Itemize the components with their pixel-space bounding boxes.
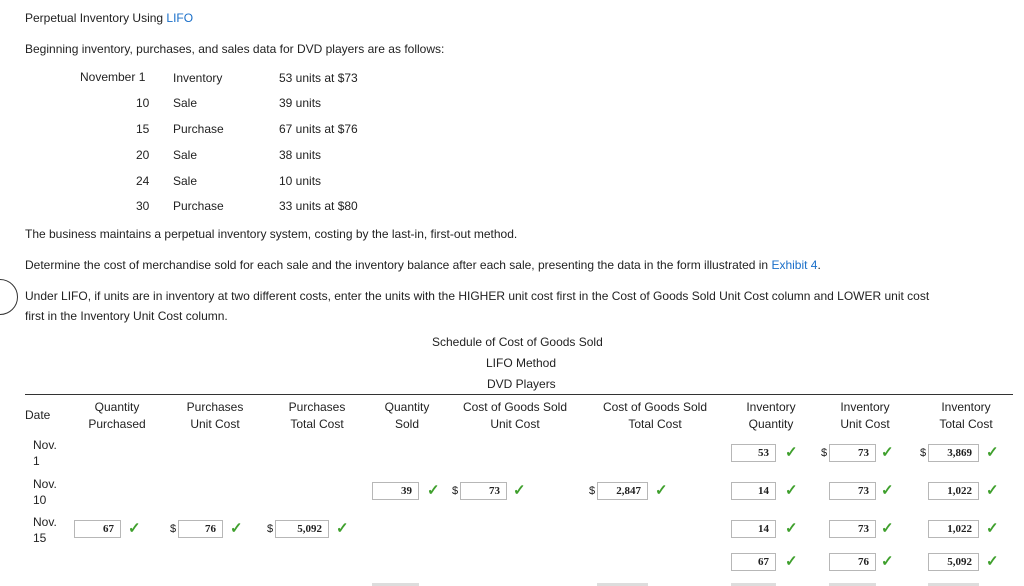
col-inv-qty bbox=[731, 399, 811, 433]
header-line: Inventory bbox=[941, 400, 991, 414]
lifo-link[interactable]: LIFO bbox=[166, 11, 194, 25]
schedule-method: LIFO Method bbox=[486, 356, 557, 370]
system-text: The business maintains a perpetual inventory system, costing by the last-in, first-out method. bbox=[25, 227, 518, 241]
col-inv-total bbox=[926, 399, 1006, 433]
check-icon: ✓ bbox=[128, 520, 141, 537]
header-line: Cost of Goods Sold bbox=[462, 400, 568, 414]
inventory-unit-cost-input[interactable]: 73 bbox=[829, 482, 876, 500]
schedule-title: Schedule of Cost of Goods Sold bbox=[432, 335, 603, 349]
check-icon: ✓ bbox=[881, 444, 894, 461]
header-line: Unit Cost bbox=[490, 417, 540, 431]
quantity-sold-input[interactable]: 39 bbox=[372, 482, 419, 500]
check-icon: ✓ bbox=[785, 553, 798, 570]
check-icon: ✓ bbox=[513, 482, 526, 499]
event-detail: 67 units at $76 bbox=[279, 122, 358, 136]
event-type: Sale bbox=[173, 148, 198, 162]
cogs-total-cost-input[interactable]: 2,847 bbox=[597, 482, 648, 500]
check-icon: ✓ bbox=[785, 520, 798, 537]
dollar-sign: $ bbox=[452, 485, 459, 497]
check-icon: ✓ bbox=[655, 482, 668, 499]
intro-text: Beginning inventory, purchases, and sales data for DVD players are as follows: bbox=[25, 42, 445, 56]
date-month: Nov. bbox=[33, 515, 57, 529]
event-type: Sale bbox=[173, 96, 198, 110]
determine-text bbox=[25, 258, 821, 272]
event-detail: 33 units at $80 bbox=[279, 199, 358, 213]
event-detail: 39 units bbox=[279, 96, 322, 110]
date-day: 15 bbox=[33, 531, 47, 545]
determine-end: . bbox=[817, 258, 821, 272]
header-line: Total Cost bbox=[939, 417, 993, 431]
col-purch-unit bbox=[170, 399, 260, 433]
header-line: Quantity bbox=[94, 400, 140, 414]
inventory-total-cost-input[interactable]: 1,022 bbox=[928, 520, 979, 538]
event-date: November 1 bbox=[80, 70, 146, 84]
header-line: Total Cost bbox=[628, 417, 682, 431]
event-date: 10 bbox=[136, 96, 150, 110]
col-qty-sold bbox=[372, 399, 442, 433]
col-date: Date bbox=[25, 408, 51, 422]
instruction-marker-icon bbox=[0, 279, 18, 315]
check-icon: ✓ bbox=[986, 520, 999, 537]
check-icon: ✓ bbox=[986, 553, 999, 570]
purchases-unit-cost-input[interactable]: 76 bbox=[178, 520, 223, 538]
header-line: Sold bbox=[394, 417, 420, 431]
check-icon: ✓ bbox=[986, 444, 999, 461]
header-line: Inventory bbox=[746, 400, 796, 414]
page-title bbox=[25, 11, 193, 25]
check-icon: ✓ bbox=[881, 482, 894, 499]
event-date: 15 bbox=[136, 122, 150, 136]
col-cogs-total bbox=[595, 399, 715, 433]
header-line: Cost of Goods Sold bbox=[602, 400, 708, 414]
table-top-rule bbox=[25, 394, 1013, 395]
dollar-sign: $ bbox=[170, 523, 177, 535]
inventory-total-cost-input[interactable]: 3,869 bbox=[928, 444, 979, 462]
row-date bbox=[33, 437, 57, 469]
inventory-quantity-input[interactable]: 14 bbox=[731, 482, 776, 500]
instruction-line-2: first in the Inventory Unit Cost column. bbox=[25, 309, 228, 323]
row-date bbox=[33, 514, 57, 546]
event-type: Purchase bbox=[173, 199, 224, 213]
check-icon: ✓ bbox=[785, 482, 798, 499]
header-line: Purchases bbox=[186, 400, 244, 414]
header-line: Purchased bbox=[88, 417, 146, 431]
dollar-sign: $ bbox=[267, 523, 274, 535]
date-month: Nov. bbox=[33, 477, 57, 491]
event-date: 30 bbox=[136, 199, 150, 213]
row-date bbox=[33, 476, 57, 508]
check-icon: ✓ bbox=[881, 520, 894, 537]
header-line: Quantity bbox=[748, 417, 794, 431]
cogs-unit-cost-input[interactable]: 73 bbox=[460, 482, 507, 500]
header-line: Quantity bbox=[384, 400, 430, 414]
col-cogs-unit bbox=[455, 399, 575, 433]
instruction-line-1: Under LIFO, if units are in inventory at two different costs, enter the units with the HIGHER unit cost first in the Cost of Goods Sold Unit Cost column and LOWER unit cost bbox=[25, 289, 930, 303]
header-line: Unit Cost bbox=[840, 417, 890, 431]
check-icon: ✓ bbox=[427, 482, 440, 499]
inventory-quantity-input[interactable]: 67 bbox=[731, 553, 776, 571]
check-icon: ✓ bbox=[785, 444, 798, 461]
exhibit-4-link[interactable]: Exhibit 4 bbox=[771, 258, 818, 272]
col-qty-purchased bbox=[72, 399, 162, 433]
title-prefix: Perpetual Inventory Using bbox=[25, 11, 167, 25]
purchases-total-cost-input[interactable]: 5,092 bbox=[275, 520, 329, 538]
check-icon: ✓ bbox=[230, 520, 243, 537]
inventory-quantity-input[interactable]: 14 bbox=[731, 520, 776, 538]
header-line: Total Cost bbox=[290, 417, 344, 431]
date-month: Nov. bbox=[33, 438, 57, 452]
inventory-total-cost-input[interactable]: 1,022 bbox=[928, 482, 979, 500]
quantity-purchased-input[interactable]: 67 bbox=[74, 520, 121, 538]
determine-body: Determine the cost of merchandise sold for each sale and the inventory balance after each sale, presenting the data in the form illustrated in bbox=[25, 258, 772, 272]
event-type: Inventory bbox=[173, 71, 223, 85]
inventory-unit-cost-input[interactable]: 73 bbox=[829, 520, 876, 538]
inventory-quantity-input[interactable]: 53 bbox=[731, 444, 776, 462]
date-day: 1 bbox=[33, 454, 40, 468]
event-date: 20 bbox=[136, 148, 150, 162]
header-line: Purchases bbox=[288, 400, 346, 414]
inventory-unit-cost-input[interactable]: 73 bbox=[829, 444, 876, 462]
header-line: Unit Cost bbox=[190, 417, 240, 431]
check-icon: ✓ bbox=[336, 520, 349, 537]
dollar-sign: $ bbox=[920, 447, 927, 459]
check-icon: ✓ bbox=[986, 482, 999, 499]
event-type: Purchase bbox=[173, 122, 224, 136]
dollar-sign: $ bbox=[821, 447, 828, 459]
col-purch-total bbox=[272, 399, 362, 433]
schedule-product: DVD Players bbox=[487, 377, 556, 391]
inventory-unit-cost-input[interactable]: 76 bbox=[829, 553, 876, 571]
header-line: Inventory bbox=[840, 400, 890, 414]
inventory-total-cost-input[interactable]: 5,092 bbox=[928, 553, 979, 571]
event-detail: 10 units bbox=[279, 174, 322, 188]
event-date: 24 bbox=[136, 174, 150, 188]
date-day: 10 bbox=[33, 493, 47, 507]
event-type: Sale bbox=[173, 174, 198, 188]
check-icon: ✓ bbox=[881, 553, 894, 570]
event-detail: 53 units at $73 bbox=[279, 71, 358, 85]
dollar-sign: $ bbox=[589, 485, 596, 497]
col-inv-unit bbox=[825, 399, 905, 433]
event-detail: 38 units bbox=[279, 148, 322, 162]
